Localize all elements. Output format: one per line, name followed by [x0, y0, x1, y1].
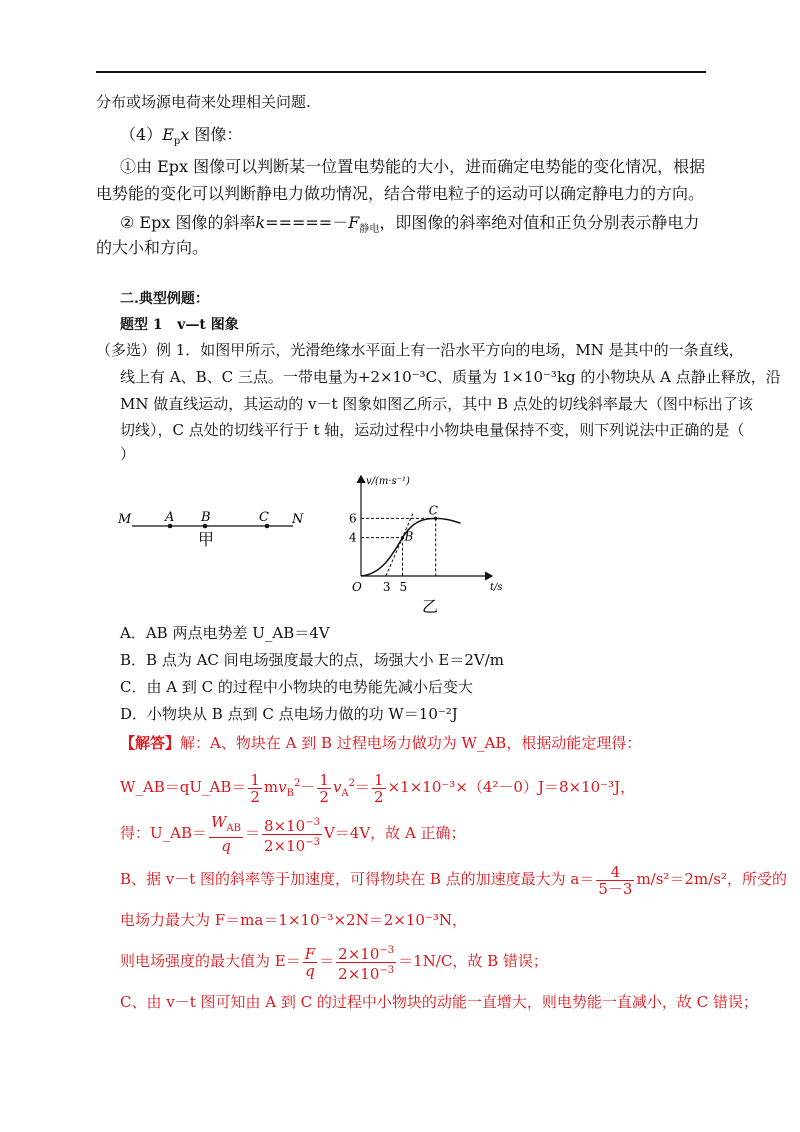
- fraction-field-values: $\frac{2\times 10^{-3}}{2\times 10^{-3}}$: [338, 944, 395, 983]
- voltage-suffix: V＝4V，故 A 正确；: [323, 824, 466, 842]
- fraction-half-3: $\frac{1}{2}$: [374, 770, 384, 806]
- fraction-accel: $\frac{4}{5-3}$: [598, 862, 633, 898]
- option-d: D．小物块从 B 点到 C 点电场力做的功 W＝10⁻²J: [120, 705, 458, 723]
- question-line-2: 线上有 A、B、C 三点。一带电量为+2×10⁻³C、质量为 1×10⁻³kg 的小物块从 A 点静止释放，沿: [120, 368, 781, 386]
- question-type-name: v—t 图象: [177, 317, 239, 333]
- slope-conclusion: ，即图像的斜率绝对值和正负分别表示静电力: [379, 213, 700, 232]
- question-type: [120, 315, 239, 335]
- label-a: A: [165, 510, 175, 525]
- answer-step-a: 解：A、物块在 A 到 B 过程电场力做功为 W_AB，根据动能定理得：: [180, 734, 642, 752]
- y-tick-label: 4: [349, 530, 357, 545]
- question-line-1: （多选）例 1．如图甲所示，光滑绝缘水平面上有一沿水平方向的电场，MN 是其中的一条直线，: [96, 341, 744, 359]
- fraction-w-over-q: $\frac{W_{AB}}{q}$: [211, 813, 241, 855]
- option-b: B．B 点为 AC 间电场强度最大的点，场强大小 E＝2V/m: [120, 651, 505, 669]
- accel-prefix: B、据 v－t 图的斜率等于加速度，可得物块在 B 点的加速度最大为 a＝: [120, 870, 595, 888]
- slope-equation: =====－: [265, 213, 349, 232]
- y-tick-label: 6: [349, 511, 357, 526]
- option-c: C．由 A 到 C 的过程中小物块的电势能先减小后变大: [120, 678, 473, 696]
- question-line-5: ）: [120, 445, 136, 463]
- label-n: N: [292, 512, 304, 527]
- section-title: 二.典型例题：: [120, 291, 209, 307]
- voltage-prefix: 得：U_AB＝: [120, 824, 207, 842]
- force-symbol: F: [348, 213, 360, 232]
- point-b-label: B: [404, 529, 414, 544]
- answer-line-6: 则电场强度的最大值为 E＝ $\frac{F}{q}$ ＝ $\frac{2\times 10^{-3}}{2\times 10^{-3}}$ ＝1N/C，故 B 错误；: [120, 944, 548, 983]
- fraction-f-over-q: $\frac{F}{q}$: [304, 944, 316, 980]
- velocity-curve: [361, 518, 461, 576]
- fraction-half-2: $\frac{1}{2}$: [319, 770, 329, 806]
- field-suffix: ＝1N/C，故 B 错误；: [398, 952, 548, 970]
- header-rule: [96, 71, 706, 73]
- slope-intro: ② Epx 图像的斜率: [120, 213, 256, 232]
- answer-line-2: W_AB＝qU_AB＝ $\frac{1}{2}$ $mv_B^2-$ $\frac{1}{2}$ $v_A^2=$ $\frac{1}{2}$ ×1×10⁻³×（4²－0）J＝8×10⁻³J，: [120, 770, 636, 806]
- slope-k: k: [255, 213, 266, 232]
- origin-label: O: [352, 580, 362, 594]
- answer-line-3: 得：U_AB＝ $\frac{W_{AB}}{q}$ ＝ $\frac{8\times 10^{-3}}{2\times 10^{-3}}$ V＝4V，故 A 正确；: [120, 813, 466, 855]
- paragraph-2-line-2: 的大小和方向。: [96, 238, 209, 257]
- answer-line-1: [120, 733, 641, 753]
- x-tick-label: 5: [399, 580, 408, 594]
- vt-graph: [330, 468, 530, 618]
- heading-4: $(4)E_px$ 图像：: [120, 125, 243, 148]
- intro-line: 分布或场源电荷来处理相关问题.: [96, 93, 311, 111]
- figure-b-caption: 乙: [422, 597, 439, 616]
- answer-line-7: C、由 v－t 图可知由 A 到 C 的过程中小物块的动能一直增大，则电势能一直减小，故 C 错误；: [120, 993, 758, 1011]
- field-prefix: 则电场强度的最大值为 E＝: [120, 952, 301, 970]
- paragraph-1-line-2: 电势能的变化可以判断静电力做功情况，结合带电粒子的运动可以确定静电力的方向。: [96, 184, 705, 203]
- paragraph-1-line-1: ①由 Epx 图像可以判断某一位置电势能的大小，进而确定电势能的变化情况，根据: [120, 157, 706, 176]
- option-a: A．AB 两点电势差 U_AB＝4V: [120, 624, 330, 642]
- tangent-at-b: [386, 513, 413, 576]
- work-lhs: W_AB＝qU_AB＝: [120, 778, 247, 796]
- answer-line-5: 电场力最大为 F＝ma＝1×10⁻³×2N＝2×10⁻³N，: [120, 911, 467, 929]
- figure-a-caption: 甲: [198, 530, 215, 549]
- question-line-3: MN 做直线运动，其运动的 v－t 图象如图乙所示，其中 B 点处的切线斜率最大（图中标出了该: [120, 395, 753, 413]
- point-c-label: C: [428, 503, 438, 518]
- label-b: B: [201, 510, 211, 525]
- answer-tag: 【解答】: [120, 734, 181, 752]
- question-type-label: 题型 1: [120, 317, 163, 333]
- y-axis-label: v/(m·s⁻¹): [366, 476, 410, 487]
- question-line-4: 切线），C 点处的切线平行于 t 轴，运动过程中小物块电量保持不变，则下列说法中正确的是（: [120, 421, 745, 439]
- answer-line-4: [120, 858, 787, 900]
- paragraph-2-line-1: [120, 213, 699, 240]
- work-rhs: ×1×10⁻³×（4²－0）J＝8×10⁻³J，: [387, 778, 636, 796]
- accel-suffix: m/s²＝2m/s²，所受的: [636, 870, 787, 888]
- heading-4-number: （4）: [120, 125, 163, 144]
- force-subscript: 静电: [359, 224, 380, 236]
- x-axis-label: t/s: [490, 582, 503, 593]
- figure-line-mn: [110, 500, 320, 550]
- x-tick-label: 3: [382, 580, 391, 594]
- label-c: C: [259, 510, 269, 525]
- fraction-half-1: $\frac{1}{2}$: [250, 770, 260, 806]
- fraction-voltage-values: $\frac{8\times 10^{-3}}{2\times 10^{-3}}$: [264, 816, 320, 855]
- heading-4-title: 图像：: [194, 125, 243, 144]
- label-m: M: [118, 512, 132, 527]
